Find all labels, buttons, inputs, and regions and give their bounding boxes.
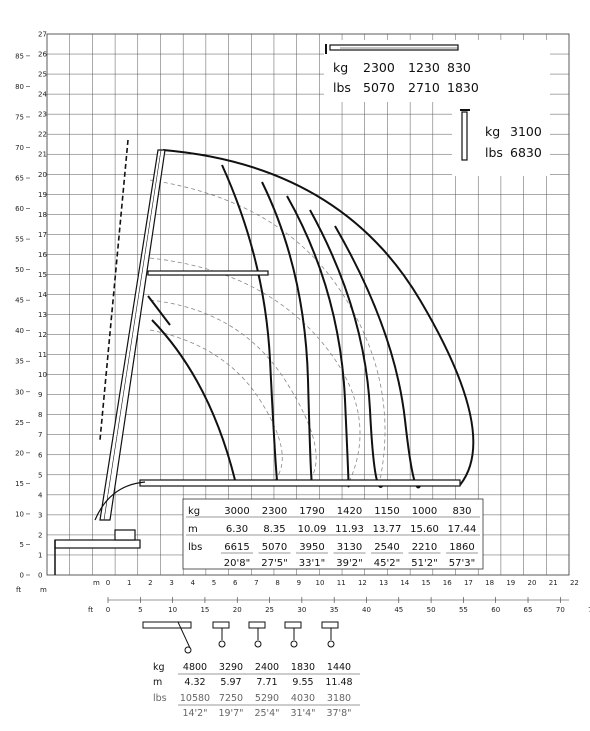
bottom-axis-m-tick: 0 [105, 579, 111, 587]
bottom-boom-icons [143, 622, 338, 653]
hbox-kg-1: 2300 [363, 60, 395, 75]
left-axis-m-tick: 20 [38, 170, 47, 179]
bottom-cell-lbs: 10580 [179, 693, 211, 704]
bottom-cell-m: 11.48 [325, 677, 353, 688]
bottom-icon-3 [249, 622, 265, 647]
bottom-axis-m-tick: 10 [315, 579, 325, 587]
bottom-axis-ft-tick: 10 [168, 606, 178, 614]
left-axis-m-tick: 22 [38, 130, 47, 139]
bottom-axis-m-tick: 11 [336, 579, 346, 587]
left-axis-m-tick: 19 [38, 190, 47, 199]
main-cell-kg: 1150 [374, 506, 400, 517]
bottom-cell-kg: 3290 [218, 662, 244, 673]
left-axis-m-tick: 14 [38, 290, 47, 299]
main-cell-m: 17.44 [447, 524, 477, 535]
bottom-axis-m-tick: 9 [296, 579, 302, 587]
vbox-kg-1: 3100 [510, 124, 542, 139]
bottom-cell-m: 4.32 [184, 677, 206, 688]
main-cell-kg: 1790 [299, 506, 325, 517]
bottom-cell-ft: 31'4" [290, 708, 316, 719]
hbox-kg-3: 830 [447, 60, 471, 75]
left-axis-ft-tick: 65 [15, 174, 24, 183]
bottom-cell-lbs: 3180 [326, 693, 352, 704]
bottom-axis-ft-tick: 35 [329, 606, 339, 614]
left-axis-m-tick: 2 [38, 531, 43, 540]
vertical-reach-box [452, 102, 550, 176]
bottom-cell-m: 9.55 [292, 677, 314, 688]
bottom-axis-ft-tick: 60 [491, 606, 501, 614]
bottom-axis-ft-tick: 15 [200, 606, 210, 614]
left-axis-ft-tick: 35 [15, 357, 24, 366]
bottom-cell-kg: 4800 [182, 662, 208, 673]
left-axis-ft-tick: 50 [15, 266, 24, 275]
main-cell-lbs: 2210 [411, 542, 438, 553]
bottom-cell-lbs: 7250 [218, 693, 244, 704]
bottom-axis-ft-tick: 25 [265, 606, 275, 614]
bottom-cell-kg: 1830 [290, 662, 316, 673]
left-axis-m-tick: 4 [38, 491, 43, 500]
left-axis-ft-tick: 0 [19, 571, 24, 580]
bottom-icon-4 [285, 622, 301, 647]
bottom-label-m: m [153, 677, 163, 688]
left-axis-m-tick: 18 [38, 210, 47, 219]
left-axis-ft-tick: 25 [15, 418, 24, 427]
left-axis-ft-tick: 10 [15, 510, 24, 519]
left-axis-ft-tick: 85 [15, 52, 24, 61]
bottom-axis-m-tick: 13 [379, 579, 389, 587]
bottom-load-table [153, 662, 360, 719]
hbox-lbs-label: lbs [333, 80, 351, 95]
left-axis-m-tick: 7 [38, 431, 43, 440]
bottom-axis-ft-tick: 40 [362, 606, 371, 614]
bottom-icon-2 [213, 622, 229, 647]
hbox-lbs-3: 1830 [447, 80, 479, 95]
left-axis-ft-tick: 55 [15, 235, 24, 244]
main-cell-m: 13.77 [372, 524, 402, 535]
bottom-axis-ft-tick: 5 [138, 606, 143, 614]
bottom-cell-lbs: 4030 [290, 693, 316, 704]
bottom-axis-m-tick: 12 [357, 579, 367, 587]
bottom-axis-m-tick: 3 [169, 579, 174, 587]
dashed-arc-3 [150, 300, 316, 480]
bottom-axis-ft-tick: 70 [555, 606, 565, 614]
left-axis-m-tick: 9 [38, 391, 43, 400]
left-axis-m-tick: 16 [38, 250, 47, 259]
left-axis-m-tick: 24 [38, 90, 47, 99]
bottom-cell-kg: 1440 [326, 662, 352, 673]
bottom-cell-kg: 2400 [254, 662, 280, 673]
vbox-lbs-1: 6830 [510, 145, 542, 160]
left-axis-ft-tick: 30 [15, 388, 24, 397]
bottom-axis-m-tick: 15 [421, 579, 431, 587]
main-label-m: m [188, 524, 198, 535]
left-axis-m-tick: 23 [38, 110, 47, 119]
left-axis-ft-tick: 80 [15, 82, 24, 91]
hbox-lbs-1: 5070 [363, 80, 395, 95]
main-cell-kg: 1000 [411, 506, 438, 517]
bottom-axis [88, 579, 590, 614]
left-axis-ft-tick: 40 [15, 327, 24, 336]
main-label-kg: kg [188, 506, 201, 517]
bottom-axis-m-tick: 17 [463, 579, 473, 587]
main-label-lbs: lbs [188, 542, 203, 553]
main-cell-kg: 1420 [336, 506, 363, 517]
main-cell-lbs: 6615 [224, 542, 250, 553]
bottom-label-kg: kg [153, 662, 165, 673]
main-cell-kg: 3000 [224, 506, 250, 517]
left-axis-m-tick: 12 [38, 331, 47, 340]
bottom-axis-ft-unit: ft [88, 606, 94, 614]
main-cell-lbs: 3130 [336, 542, 363, 553]
main-cell-ft: 45'2" [373, 558, 401, 569]
bottom-axis-m-tick: 7 [254, 579, 259, 587]
bottom-icon-5 [322, 622, 338, 647]
curve-3000 [152, 320, 235, 480]
bottom-axis-m-unit: m [93, 579, 100, 587]
dashed-arc-2 [150, 258, 360, 480]
main-cell-m: 10.09 [297, 524, 327, 535]
bottom-axis-m-tick: 14 [400, 579, 410, 587]
left-axis-m-tick: 8 [38, 411, 43, 420]
bottom-cell-m: 5.97 [220, 677, 242, 688]
hbox-kg-label: kg [333, 60, 349, 75]
bottom-cell-lbs: 5290 [254, 693, 280, 704]
curve-1420 [287, 196, 349, 486]
bottom-axis-ft-tick: 20 [232, 606, 242, 614]
main-cell-kg: 830 [452, 506, 472, 517]
bottom-axis-ft-tick: 50 [426, 606, 436, 614]
left-axis-ft-tick: 75 [15, 113, 24, 122]
main-cell-lbs: 2540 [374, 542, 400, 553]
main-cell-kg: 2300 [261, 506, 288, 517]
bottom-axis-m-tick: 4 [190, 579, 196, 587]
bottom-cell-ft: 19'7" [218, 708, 244, 719]
crane-base [55, 540, 140, 548]
left-axis-m-tick: 21 [38, 150, 47, 159]
bottom-axis-m-tick: 8 [275, 579, 280, 587]
hbox-lbs-2: 2710 [408, 80, 440, 95]
bottom-axis-m-tick: 21 [548, 579, 558, 587]
bottom-cell-ft: 25'4" [254, 708, 280, 719]
main-cell-ft: 57'3" [448, 558, 476, 569]
bottom-cell-m: 7.71 [256, 677, 278, 688]
crane-column [115, 530, 135, 540]
left-axis-m-unit: m [40, 586, 47, 594]
bottom-axis-ft-tick: 55 [458, 606, 468, 614]
bottom-axis-m-tick: 22 [569, 579, 579, 587]
bottom-axis-ft-tick: 0 [105, 606, 111, 614]
main-cell-m: 8.35 [263, 524, 286, 535]
left-axis-ft-unit: ft [16, 586, 22, 594]
bottom-axis-m-tick: 16 [442, 579, 452, 587]
main-cell-m: 11.93 [335, 524, 364, 535]
main-cell-ft: 20'8" [223, 558, 251, 569]
main-cell-m: 6.30 [225, 524, 249, 535]
left-axis-m-tick: 15 [38, 270, 47, 279]
left-axis-m-tick: 3 [38, 511, 43, 520]
left-axis-m-tick: 25 [38, 70, 47, 79]
bottom-label-lbs: lbs [153, 693, 167, 704]
left-axis-ft-tick: 5 [19, 540, 24, 549]
dashed-arc-4 [150, 330, 282, 480]
hbox-kg-2: 1230 [408, 60, 440, 75]
left-axis-ft-tick: 20 [15, 449, 24, 458]
bottom-axis-ft-tick: 65 [523, 606, 533, 614]
left-axis-m-tick: 11 [38, 351, 47, 360]
main-cell-ft: 39'2" [336, 558, 363, 569]
left-axis-ft-tick: 45 [15, 296, 24, 305]
main-cell-m: 15.60 [410, 524, 439, 535]
main-cell-ft: 33'1" [298, 558, 326, 569]
bottom-cell-ft: 14'2" [182, 708, 208, 719]
bottom-icon-1 [143, 622, 191, 653]
bottom-axis-m-tick: 18 [485, 579, 495, 587]
left-axis-ft-tick: 70 [15, 143, 24, 152]
left-axis-ft-tick: 60 [15, 205, 24, 214]
main-cell-lbs: 1860 [449, 542, 475, 553]
curve-1790 [262, 182, 312, 481]
left-axis-m-tick: 10 [38, 371, 47, 380]
main-cell-lbs: 5070 [261, 542, 288, 553]
left-axis-m-tick: 6 [38, 451, 43, 460]
boom-mid-extension [148, 271, 268, 275]
bottom-axis-m-tick: 5 [211, 579, 217, 587]
bottom-cell-ft: 37'8" [326, 708, 352, 719]
bottom-axis-m-tick: 6 [232, 579, 238, 587]
bottom-axis-m-tick: 2 [148, 579, 153, 587]
main-cell-ft: 27'5" [261, 558, 288, 569]
left-axis-m-tick: 13 [38, 311, 47, 320]
left-axis-m-tick: 1 [38, 551, 43, 560]
left-axis [15, 31, 47, 595]
bottom-axis-ft-tick: 30 [297, 606, 307, 614]
vbox-kg-label: kg [485, 124, 501, 139]
main-load-table [183, 499, 483, 569]
bottom-axis-m-tick: 1 [126, 579, 132, 587]
left-axis-m-tick: 27 [38, 30, 47, 39]
curve-2300 [222, 165, 277, 480]
left-axis-m-tick: 5 [38, 471, 43, 480]
left-axis-m-tick: 17 [38, 230, 47, 239]
main-cell-lbs: 3950 [299, 542, 325, 553]
left-axis-m-tick: 0 [38, 571, 43, 580]
left-axis-ft-tick: 15 [15, 479, 24, 488]
vbox-lbs-label: lbs [485, 145, 503, 160]
bottom-axis-ft-tick: 45 [394, 606, 404, 614]
main-cell-ft: 51'2" [411, 558, 438, 569]
boom-horizontal-extension [140, 480, 460, 486]
left-axis-m-tick: 26 [38, 50, 47, 59]
bottom-axis-m-tick: 20 [527, 579, 537, 587]
bottom-axis-m-tick: 19 [506, 579, 516, 587]
horizontal-reach-box [324, 40, 550, 102]
